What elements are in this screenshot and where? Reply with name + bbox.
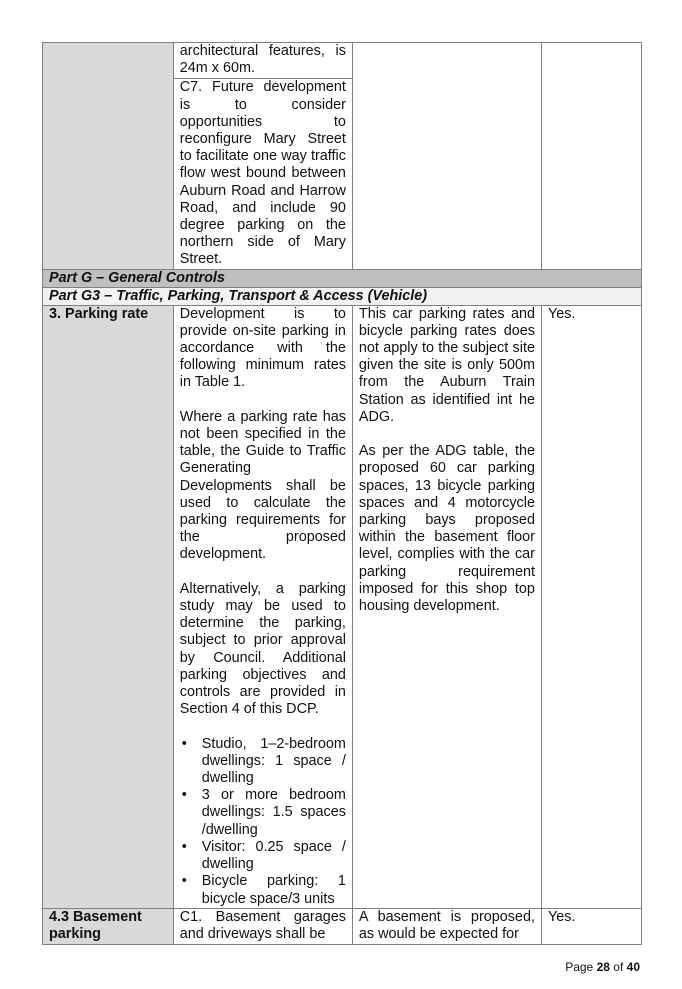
comment-text: As per the ADG table, the proposed 60 car parking spaces, 13 bicycle parking spaces and 4 motorcycle parking bays proposed within the basement floor level, complies with the car parking requirement imposed for this shop top housing development. [358, 443, 535, 615]
row-label-cell [43, 908, 174, 944]
section-header-row [43, 269, 642, 287]
control-cell [173, 43, 352, 270]
list-item: • Visitor: 0.25 space / dwelling [180, 839, 346, 873]
subsection-header: Part G3 – Traffic, Parking, Transport & Access (Vehicle) [43, 287, 642, 305]
parking-rate-list [180, 736, 346, 908]
control-text: C7. Future development is to consider opportunities to reconfigure Mary Street to facilitate one way traffic flow west bound between Auburn Road and Harrow Road, and include 90 degree parking on the northern side of Mary Street. [179, 79, 346, 268]
compliance-cell [541, 43, 641, 270]
control-text: Alternatively, a parking study may be used to determine the parking, subject to prior approval by Council. Additional parking objectives and controls are provided in Section 4 of this DCP. [179, 580, 346, 718]
subsection-header-row [43, 287, 642, 305]
row-label-cell [43, 43, 174, 270]
comment-cell [352, 43, 541, 270]
list-item: • Bicycle parking: 1 bicycle space/3 units [180, 873, 346, 907]
assessment-table [42, 42, 642, 945]
list-item: • 3 or more bedroom dwellings: 1.5 spaces /dwelling [180, 787, 346, 839]
comment-text: A basement is proposed, as would be expected for [358, 908, 535, 942]
compliance-text: Yes. [547, 305, 576, 322]
section-header: Part G – General Controls [43, 269, 642, 287]
control-text: architectural features, is 24m x 60m. [179, 43, 346, 77]
control-c7 [174, 78, 352, 268]
table-row [43, 908, 642, 944]
control-cell [173, 305, 352, 908]
row-label: 4.3 Basement parking [49, 908, 142, 942]
comment-text: This car parking rates and bicycle parking rates does not apply to the subject site given the site is only 500m from the Auburn Train Station as identified int he ADG. [358, 305, 535, 425]
page-total: 40 [626, 960, 640, 974]
page-footer [565, 960, 640, 974]
comment-cell [352, 305, 541, 908]
table-row [43, 43, 642, 270]
table-row [43, 305, 642, 908]
compliance-text: Yes. [547, 908, 576, 925]
page-number: 28 [596, 960, 610, 974]
control-text: C1. Basement garages and driveways shall be [179, 908, 346, 942]
control-text: Where a parking rate has not been specified in the table, the Guide to Traffic Generating Developments shall be used to calculate the parking requirements for the proposed development. [179, 408, 346, 563]
row-label-cell [43, 305, 174, 908]
of-word: of [613, 960, 624, 974]
page-word: Page [565, 960, 594, 974]
list-item: • Studio, 1–2-bedroom dwellings: 1 space / dwelling [180, 736, 346, 788]
control-text: Development is to provide on-site parking in accordance with the following minimum rates in Table 1. [179, 305, 346, 391]
compliance-cell [541, 305, 641, 908]
compliance-cell [541, 908, 641, 944]
row-label: 3. Parking rate [49, 305, 149, 322]
comment-cell [352, 908, 541, 944]
control-cell [173, 908, 352, 944]
